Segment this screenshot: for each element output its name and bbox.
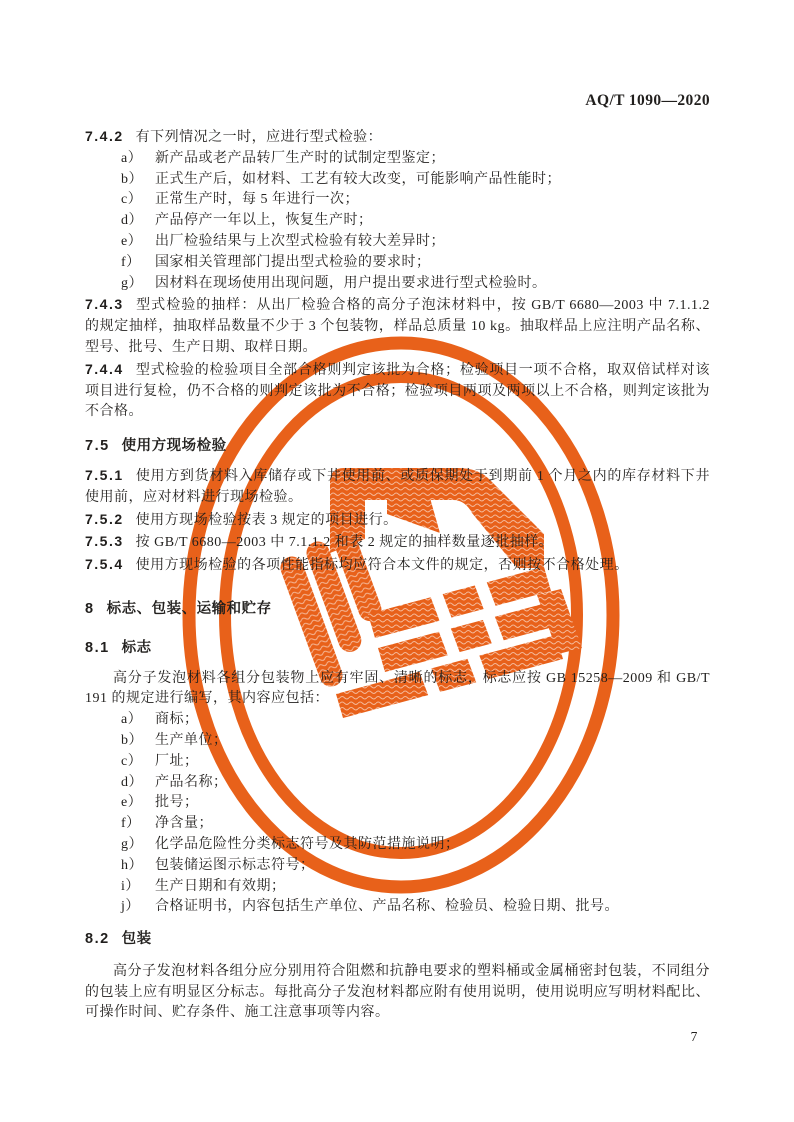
list-item-label: a） [121,150,143,166]
list-item-f [85,253,710,274]
document-body [85,126,710,1024]
paragraph: 高分子发泡材料各组分包装物上应有牢固、清晰的标志，标志应按 GB 15258—2009 和 GB/T 191 的规定进行编写，其内容应包括： [85,670,710,707]
clause-7.5.3 [85,531,710,554]
clause-7.4.4 [85,359,710,423]
list-item-text: 正式生产后，如材料、工艺有较大改变，可能影响产品性能时； [155,171,561,187]
list-item-text: 正常生产时，每 5 年进行一次； [155,192,359,208]
heading-text: 使用方现场检验 [121,438,227,455]
list-item-text: 包装储运图示标志符号； [155,857,315,873]
list-item-label: f） [121,816,141,832]
list-item-text: 生产日期和有效期； [155,878,286,894]
list-item-label: g） [121,836,143,852]
document-content [85,0,710,1024]
list-item-text: 产品停产一年以上，恢复生产时； [155,213,373,229]
list-item-label: i） [121,878,140,894]
list-item-text: 商标； [155,712,199,728]
list-item-f [85,814,710,835]
list-item-e [85,793,710,814]
list-item-text: 净含量； [155,816,213,832]
clause-text: 型式检验的抽样：从出厂检验合格的高分子泡沫材料中，按 GB/T 6680—2003 中 7.1.1.2 的规定抽样，抽取样品数量不少于 3 个包装物，样品总质量 10 kg。抽取样品上应注明产品名称、型号、批号、生产日期、取样日期。 [85,298,710,355]
list-item-a [85,149,710,170]
item-list [85,149,710,295]
paragraph: 高分子发泡材料各组分应分别用符合阻燃和抗静电要求的塑料桶或金属桶密封包装，不同组分的包装上应有明显区分标志。每批高分子发泡材料都应附有使用说明，使用说明应写明材料配比、可操作时间、贮存条件、施工注意事项等内容。 [85,963,710,1021]
clause-number: 7.5.1 [85,466,124,483]
list-item-text: 新产品或老产品转厂生产时的试制定型鉴定； [155,150,445,166]
list-item-label: d） [121,774,143,790]
heading-7.5 [85,436,710,457]
list-item-text: 批号； [155,795,199,811]
list-item-text: 合格证明书，内容包括生产单位、产品名称、检验员、检验日期、批号。 [155,899,619,915]
list-item-b [85,170,710,191]
clause-number: 7.5.2 [85,510,124,527]
heading-text: 标志 [121,639,152,656]
page-number: 7 [690,1029,698,1044]
clause-text: 使用方现场检验按表 3 规定的项目进行。 [135,512,398,528]
list-item-label: c） [121,753,143,769]
list-item-a [85,710,710,731]
clause-text: 按 GB/T 6680—2003 中 7.1.1.2 和表 2 规定的抽样数量逐批抽样。 [135,535,554,551]
heading-text: 标志、包装、运输和贮存 [106,600,272,617]
list-item-label: b） [121,171,143,187]
clause-number: 7.4.4 [85,360,124,377]
list-item-text: 化学品危险性分类标志符号及其防范措施说明； [155,836,460,852]
heading-8 [85,599,710,620]
list-item-e [85,232,710,253]
clause-7.5.2 [85,509,710,532]
list-item-label: b） [121,732,143,748]
heading-number: 8 [85,600,95,617]
list-item-d [85,211,710,232]
clause-7.4.3 [85,294,710,358]
clause-7.4.2 [85,126,710,149]
heading-text: 包装 [121,931,152,948]
list-item-text: 厂址； [155,753,199,769]
clause-7.5.4 [85,554,710,577]
heading-number: 8.2 [85,931,110,948]
list-item-h [85,856,710,877]
list-item-text: 生产单位； [155,732,228,748]
list-item-label: f） [121,254,141,270]
clause-text: 使用方到货材料入库储存或下井使用前、或质保期处于到期前 1 个月之内的库存材料下井使用前，应对材料进行现场检验。 [85,468,710,505]
list-item-label: g） [121,275,143,291]
heading-8.2 [85,929,710,950]
clause-text: 有下列情况之一时，应进行型式检验： [135,130,383,145]
list-item-label: e） [121,233,143,249]
clause-text: 型式检验的检验项目全部合格则判定该批为合格；检验项目一项不合格，取双倍试样对该项目进行复检，仍不合格的则判定该批为不合格；检验项目两项及两项以上不合格，则判定该批为不合格。 [85,362,710,420]
list-item-label: d） [121,213,143,229]
list-item-j [85,897,710,918]
standard-number: AQ/T 1090—2020 [585,92,710,109]
clause-7.5.1 [85,465,710,509]
list-item-label: c） [121,192,143,208]
list-item-b [85,731,710,752]
heading-number: 8.1 [85,639,110,656]
heading-number: 7.5 [85,438,110,455]
list-item-label: h） [121,857,143,873]
list-item-d [85,773,710,794]
list-item-label: j） [121,899,140,915]
clause-number: 7.4.2 [85,128,124,144]
item-list [85,710,710,918]
clause-text: 使用方现场检验的各项性能指标均应符合本文件的规定，否则按不合格处理。 [135,558,629,574]
heading-8.1 [85,638,710,659]
list-item-g [85,274,710,295]
list-item-c [85,190,710,211]
list-item-text: 产品名称； [155,774,228,790]
list-item-g [85,835,710,856]
list-item-label: e） [121,795,143,811]
clause-number: 7.5.3 [85,533,124,550]
list-item-text: 国家相关管理部门提出型式检验的要求时； [155,254,431,270]
list-item-c [85,752,710,773]
clause-number: 7.4.3 [85,296,124,313]
list-item-label: a） [121,712,143,728]
list-item-i [85,877,710,898]
list-item-text: 出厂检验结果与上次型式检验有较大差异时； [155,233,445,249]
clause-number: 7.5.4 [85,556,124,573]
list-item-text: 因材料在现场使用出现问题，用户提出要求进行型式检验时。 [155,275,547,291]
